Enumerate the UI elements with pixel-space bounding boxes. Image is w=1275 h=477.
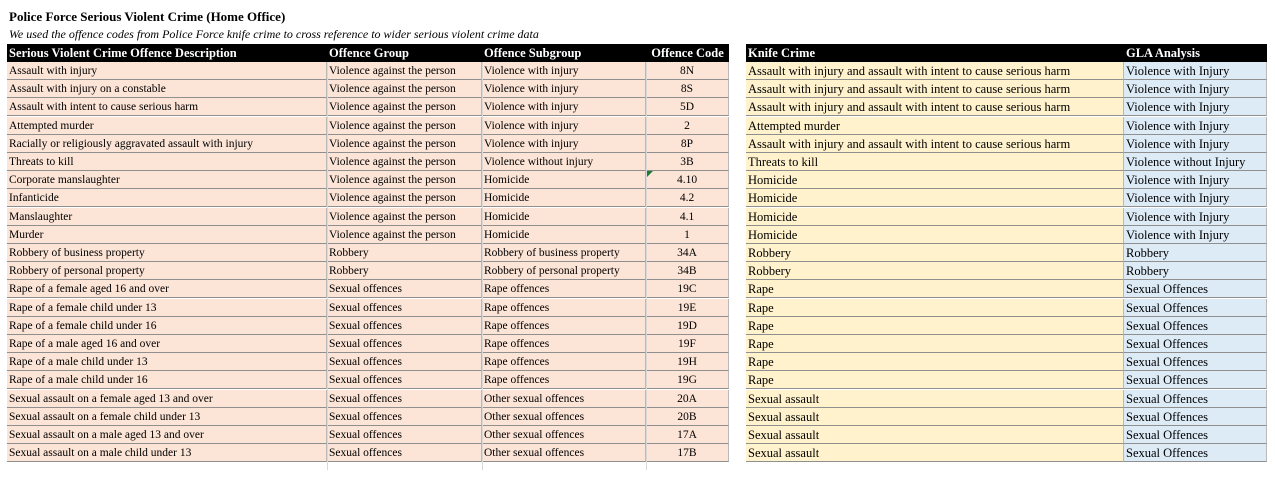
- cell-offence-description[interactable]: Sexual assault on a female aged 13 and over: [7, 390, 327, 408]
- cell-offence-description[interactable]: Assault with intent to cause serious harm: [7, 98, 327, 116]
- cell-offence-code[interactable]: 19C: [646, 280, 729, 298]
- cell-offence-subgroup[interactable]: Homicide: [482, 171, 646, 189]
- header-offence-group[interactable]: Offence Group: [327, 44, 482, 62]
- cell-gla-analysis[interactable]: Violence with Injury: [1124, 62, 1267, 80]
- cell-gla-analysis[interactable]: Violence with Injury: [1124, 135, 1267, 153]
- cell-offence-subgroup[interactable]: Rape offences: [482, 371, 646, 389]
- cell-offence-subgroup[interactable]: Rape offences: [482, 353, 646, 371]
- cell-offence-description[interactable]: Murder: [7, 226, 327, 244]
- cell-offence-code[interactable]: 5D: [646, 98, 729, 116]
- cell-offence-description[interactable]: Rape of a female child under 13: [7, 299, 327, 317]
- cell-gla-analysis[interactable]: Sexual Offences: [1124, 299, 1267, 317]
- cell-offence-description[interactable]: Robbery of personal property: [7, 262, 327, 280]
- cell-offence-subgroup[interactable]: Violence with injury: [482, 135, 646, 153]
- cell-offence-subgroup[interactable]: Homicide: [482, 226, 646, 244]
- cell-knife-crime[interactable]: Rape: [746, 353, 1124, 371]
- cell-gla-analysis[interactable]: Sexual Offences: [1124, 426, 1267, 444]
- cell-gla-analysis[interactable]: Robbery: [1124, 262, 1267, 280]
- cell-knife-crime[interactable]: Robbery: [746, 244, 1124, 262]
- cell-offence-description[interactable]: Sexual assault on a male child under 13: [7, 444, 327, 462]
- cell-knife-crime[interactable]: Assault with injury and assault with intent to cause serious harm: [746, 62, 1124, 80]
- header-offence-description[interactable]: Serious Violent Crime Offence Description: [7, 44, 327, 62]
- cell-knife-crime[interactable]: Assault with injury and assault with intent to cause serious harm: [746, 135, 1124, 153]
- cell-offence-code[interactable]: 19F: [646, 335, 729, 353]
- cell-offence-description[interactable]: Assault with injury: [7, 62, 327, 80]
- cell-offence-subgroup[interactable]: Rape offences: [482, 335, 646, 353]
- cell-offence-code[interactable]: 2: [646, 117, 729, 135]
- cell-offence-group[interactable]: Robbery: [327, 244, 482, 262]
- cell-offence-group[interactable]: Sexual offences: [327, 317, 482, 335]
- cell-offence-description[interactable]: Attempted murder: [7, 117, 327, 135]
- cell-knife-crime[interactable]: Sexual assault: [746, 426, 1124, 444]
- cell-offence-subgroup[interactable]: Rape offences: [482, 317, 646, 335]
- cell-offence-group[interactable]: Violence against the person: [327, 98, 482, 116]
- cell-knife-crime[interactable]: Rape: [746, 280, 1124, 298]
- cell-offence-subgroup[interactable]: Other sexual offences: [482, 426, 646, 444]
- cell-offence-group[interactable]: Violence against the person: [327, 62, 482, 80]
- cell-offence-description[interactable]: Corporate manslaughter: [7, 171, 327, 189]
- cell-offence-description[interactable]: Manslaughter: [7, 208, 327, 226]
- cell-gla-analysis[interactable]: Violence with Injury: [1124, 80, 1267, 98]
- cell-offence-code[interactable]: 19D: [646, 317, 729, 335]
- cell-offence-code[interactable]: 17A: [646, 426, 729, 444]
- cell-offence-group[interactable]: Sexual offences: [327, 390, 482, 408]
- cell-offence-group[interactable]: Violence against the person: [327, 80, 482, 98]
- cell-gla-analysis[interactable]: Violence with Injury: [1124, 189, 1267, 207]
- cell-offence-subgroup[interactable]: Violence with injury: [482, 117, 646, 135]
- gridline: [482, 62, 483, 470]
- cell-knife-crime[interactable]: Attempted murder: [746, 117, 1124, 135]
- cell-offence-description[interactable]: Racially or religiously aggravated assault with injury: [7, 135, 327, 153]
- cell-offence-code[interactable]: 4.2: [646, 189, 729, 207]
- cell-gla-analysis[interactable]: Sexual Offences: [1124, 317, 1267, 335]
- cell-offence-group[interactable]: Violence against the person: [327, 153, 482, 171]
- cell-gla-analysis[interactable]: Robbery: [1124, 244, 1267, 262]
- cell-offence-subgroup[interactable]: Violence with injury: [482, 80, 646, 98]
- cell-offence-subgroup[interactable]: Robbery of personal property: [482, 262, 646, 280]
- cell-knife-crime[interactable]: Sexual assault: [746, 390, 1124, 408]
- header-offence-code[interactable]: Offence Code: [646, 44, 729, 62]
- cell-offence-code[interactable]: 19H: [646, 353, 729, 371]
- cell-offence-group[interactable]: Sexual offences: [327, 335, 482, 353]
- cell-offence-group[interactable]: Sexual offences: [327, 371, 482, 389]
- cell-offence-subgroup[interactable]: Robbery of business property: [482, 244, 646, 262]
- cell-offence-code[interactable]: 1: [646, 226, 729, 244]
- cell-offence-code[interactable]: 8P: [646, 135, 729, 153]
- cell-gla-analysis[interactable]: Violence with Injury: [1124, 208, 1267, 226]
- cell-offence-subgroup[interactable]: Other sexual offences: [482, 390, 646, 408]
- cell-offence-subgroup[interactable]: Rape offences: [482, 280, 646, 298]
- cell-offence-subgroup[interactable]: Violence with injury: [482, 98, 646, 116]
- cell-offence-group[interactable]: Sexual offences: [327, 426, 482, 444]
- cell-knife-crime[interactable]: Homicide: [746, 208, 1124, 226]
- cell-gla-analysis[interactable]: Violence without Injury: [1124, 153, 1267, 171]
- cell-offence-description[interactable]: Sexual assault on a male aged 13 and over: [7, 426, 327, 444]
- cell-offence-group[interactable]: Violence against the person: [327, 189, 482, 207]
- cell-gla-analysis[interactable]: Violence with Injury: [1124, 171, 1267, 189]
- cell-offence-subgroup[interactable]: Violence without injury: [482, 153, 646, 171]
- gridline: [327, 62, 328, 470]
- cell-offence-code[interactable]: 17B: [646, 444, 729, 462]
- cell-knife-crime[interactable]: Homicide: [746, 226, 1124, 244]
- cell-gla-analysis[interactable]: Violence with Injury: [1124, 98, 1267, 116]
- cell-offence-group[interactable]: Sexual offences: [327, 353, 482, 371]
- cell-offence-code[interactable]: 34A: [646, 244, 729, 262]
- cell-offence-subgroup[interactable]: Violence with injury: [482, 62, 646, 80]
- cell-offence-group[interactable]: Robbery: [327, 262, 482, 280]
- cell-gla-analysis[interactable]: Sexual Offences: [1124, 371, 1267, 389]
- cell-offence-code[interactable]: 20A: [646, 390, 729, 408]
- cell-offence-description[interactable]: Assault with injury on a constable: [7, 80, 327, 98]
- cell-offence-code[interactable]: 4.10: [646, 171, 729, 189]
- cell-offence-code[interactable]: 8N: [646, 62, 729, 80]
- cell-gla-analysis[interactable]: Violence with Injury: [1124, 226, 1267, 244]
- header-gla-analysis[interactable]: GLA Analysis: [1124, 44, 1267, 62]
- cell-knife-crime[interactable]: Rape: [746, 317, 1124, 335]
- cell-offence-code[interactable]: 3B: [646, 153, 729, 171]
- cell-knife-crime[interactable]: Sexual assault: [746, 444, 1124, 462]
- cell-offence-group[interactable]: Sexual offences: [327, 280, 482, 298]
- cell-offence-code[interactable]: 4.1: [646, 208, 729, 226]
- cell-offence-description[interactable]: Threats to kill: [7, 153, 327, 171]
- cell-knife-crime[interactable]: Homicide: [746, 171, 1124, 189]
- cell-gla-analysis[interactable]: Sexual Offences: [1124, 280, 1267, 298]
- cell-knife-crime[interactable]: Sexual assault: [746, 408, 1124, 426]
- cell-offence-subgroup[interactable]: Other sexual offences: [482, 444, 646, 462]
- gridline: [646, 62, 647, 470]
- header-offence-subgroup[interactable]: Offence Subgroup: [482, 44, 646, 62]
- header-knife-crime[interactable]: Knife Crime: [746, 44, 1124, 62]
- cell-offence-code[interactable]: 34B: [646, 262, 729, 280]
- cell-gla-analysis[interactable]: Sexual Offences: [1124, 444, 1267, 462]
- cell-knife-crime[interactable]: Threats to kill: [746, 153, 1124, 171]
- sheet-title: Police Force Serious Violent Crime (Home Office): [9, 9, 286, 24]
- cell-offence-group[interactable]: Sexual offences: [327, 299, 482, 317]
- cell-gla-analysis[interactable]: Violence with Injury: [1124, 117, 1267, 135]
- cell-knife-crime[interactable]: Homicide: [746, 189, 1124, 207]
- cell-offence-group[interactable]: Sexual offences: [327, 444, 482, 462]
- cell-offence-code[interactable]: 19G: [646, 371, 729, 389]
- cell-offence-description[interactable]: Robbery of business property: [7, 244, 327, 262]
- cell-knife-crime[interactable]: Robbery: [746, 262, 1124, 280]
- cell-knife-crime[interactable]: Rape: [746, 299, 1124, 317]
- cell-offence-code[interactable]: 20B: [646, 408, 729, 426]
- cell-knife-crime[interactable]: Assault with injury and assault with intent to cause serious harm: [746, 80, 1124, 98]
- cell-knife-crime[interactable]: Rape: [746, 371, 1124, 389]
- cell-gla-analysis[interactable]: Sexual Offences: [1124, 390, 1267, 408]
- cell-error-indicator: [647, 171, 653, 177]
- cell-offence-subgroup[interactable]: Homicide: [482, 189, 646, 207]
- cell-offence-description[interactable]: Rape of a male child under 16: [7, 371, 327, 389]
- cell-gla-analysis[interactable]: Sexual Offences: [1124, 335, 1267, 353]
- cell-knife-crime[interactable]: Assault with injury and assault with intent to cause serious harm: [746, 98, 1124, 116]
- cell-offence-subgroup[interactable]: Homicide: [482, 208, 646, 226]
- cell-offence-description[interactable]: Rape of a male child under 13: [7, 353, 327, 371]
- cell-offence-description[interactable]: Rape of a female child under 16: [7, 317, 327, 335]
- cell-offence-subgroup[interactable]: Other sexual offences: [482, 408, 646, 426]
- cell-offence-code[interactable]: 8S: [646, 80, 729, 98]
- cell-offence-group[interactable]: Violence against the person: [327, 208, 482, 226]
- cell-gla-analysis[interactable]: Sexual Offences: [1124, 408, 1267, 426]
- cell-offence-description[interactable]: Rape of a female aged 16 and over: [7, 280, 327, 298]
- cell-offence-group[interactable]: Violence against the person: [327, 226, 482, 244]
- cell-offence-group[interactable]: Violence against the person: [327, 171, 482, 189]
- cell-gla-analysis[interactable]: Sexual Offences: [1124, 353, 1267, 371]
- cell-offence-description[interactable]: Sexual assault on a female child under 13: [7, 408, 327, 426]
- cell-offence-description[interactable]: Rape of a male aged 16 and over: [7, 335, 327, 353]
- cell-offence-code[interactable]: 19E: [646, 299, 729, 317]
- cell-offence-group[interactable]: Sexual offences: [327, 408, 482, 426]
- cell-knife-crime[interactable]: Rape: [746, 335, 1124, 353]
- cell-offence-group[interactable]: Violence against the person: [327, 135, 482, 153]
- cell-offence-subgroup[interactable]: Rape offences: [482, 299, 646, 317]
- cell-offence-group[interactable]: Violence against the person: [327, 117, 482, 135]
- cell-offence-description[interactable]: Infanticide: [7, 189, 327, 207]
- sheet-subtitle: We used the offence codes from Police Force knife crime to cross reference to wider serious violent crime data: [9, 27, 539, 41]
